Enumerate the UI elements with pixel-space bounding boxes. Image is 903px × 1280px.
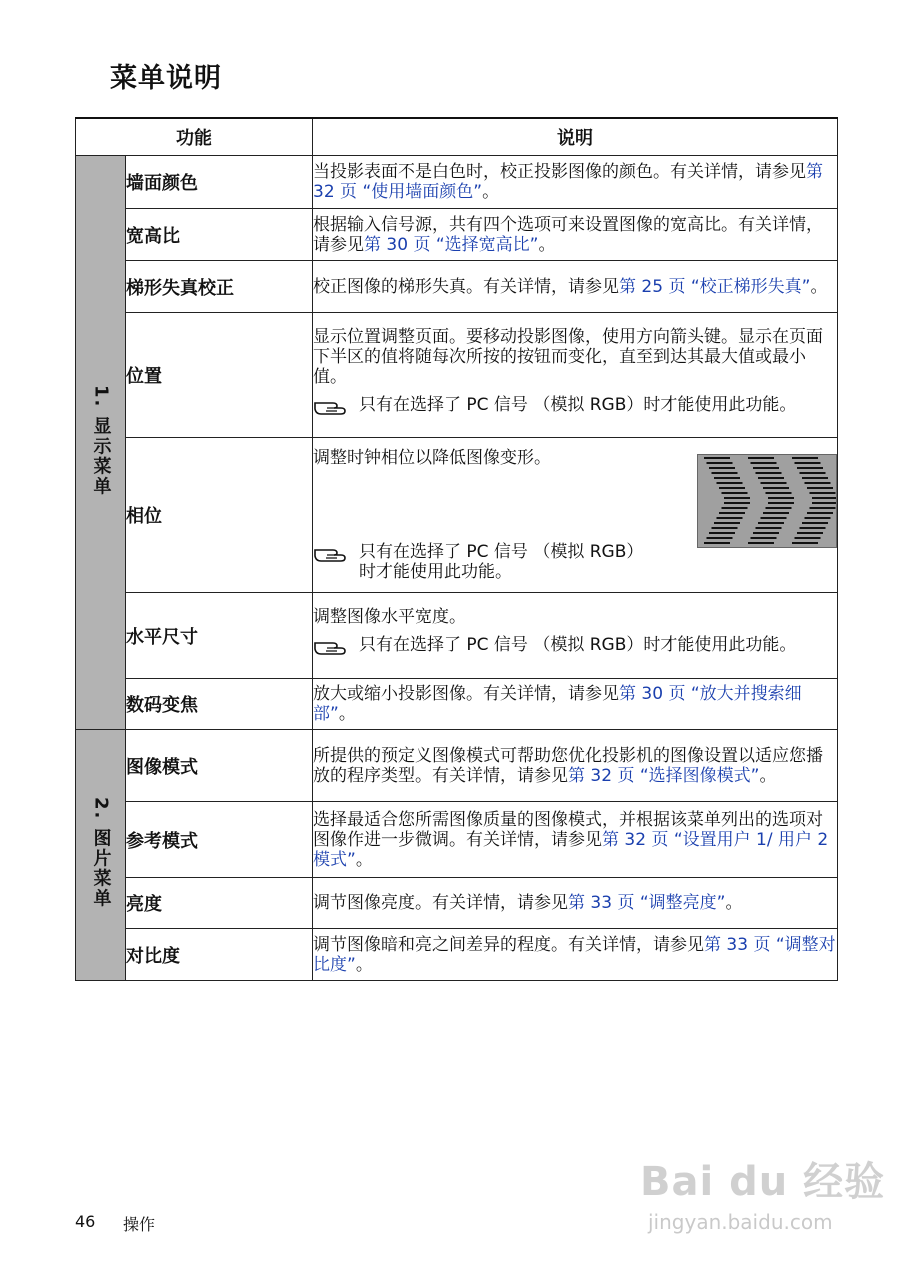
table-row xyxy=(76,802,838,878)
func-name: 亮度 xyxy=(126,878,313,929)
func-description: 调节图像亮度。有关详情，请参见第 33 页 “调整亮度”。 xyxy=(313,878,838,929)
table-row xyxy=(76,929,838,981)
menu-table xyxy=(75,117,838,981)
pointing-hand-icon xyxy=(313,635,359,664)
func-description: 所提供的预定义图像模式可帮助您优化投影机的图像设置以适应您播放的程序类型。有关详情，请参见第 32 页 “选择图像模式”。 xyxy=(313,730,838,802)
group-label: 1. 显示菜单 xyxy=(90,384,112,497)
func-description: 调节图像暗和亮之间差异的程度。有关详情，请参见第 33 页 “调整对比度”。 xyxy=(313,929,838,981)
watermark-logo: Bai du 经验 xyxy=(640,1159,886,1205)
func-name: 梯形失真校正 xyxy=(126,261,313,313)
table-row xyxy=(76,156,838,209)
table-row xyxy=(76,209,838,261)
func-name: 位置 xyxy=(126,313,313,438)
watermark-url: jingyan.baidu.com xyxy=(648,1210,833,1234)
func-description: 选择最适合您所需图像质量的图像模式，并根据该菜单列出的选项对图像作进一步微调。有关详情，请参见第 32 页 “设置用户 1/ 用户 2 模式”。 xyxy=(313,802,838,878)
phase-pattern-image xyxy=(697,454,837,548)
page-link[interactable]: 第 33 页 “调整对比度” xyxy=(313,934,836,975)
header-description: 说明 xyxy=(313,118,838,156)
page-number: 46 xyxy=(75,1212,96,1231)
func-description: 校正图像的梯形失真。有关详情，请参见第 25 页 “校正梯形失真”。 xyxy=(313,261,838,313)
func-description: 根据输入信号源，共有四个选项可来设置图像的宽高比。有关详情，请参见第 30 页 “选择宽高比”。 xyxy=(313,209,838,261)
table-row xyxy=(76,593,838,679)
table-row xyxy=(76,878,838,929)
func-description: 当投影表面不是白色时，校正投影图像的颜色。有关详情，请参见第 32 页 “使用墙面颜色”。 xyxy=(313,156,838,209)
func-description: 放大或缩小投影图像。有关详情，请参见第 30 页 “放大并搜索细部”。 xyxy=(313,679,838,730)
page-link[interactable]: 第 32 页 “设置用户 1/ 用户 2 模式” xyxy=(313,829,829,870)
table-row xyxy=(76,438,838,593)
func-name: 宽高比 xyxy=(126,209,313,261)
table-header-row xyxy=(76,118,838,156)
func-name: 对比度 xyxy=(126,929,313,981)
pointing-hand-icon xyxy=(313,542,359,571)
page-link[interactable]: 第 30 页 “选择宽高比” xyxy=(364,234,539,255)
table-row xyxy=(76,261,838,313)
page-link[interactable]: 第 33 页 “调整亮度” xyxy=(568,893,726,913)
note: 只有在选择了 PC 信号 （模拟 RGB）时才能使用此功能。 xyxy=(313,542,643,582)
group-picture-menu xyxy=(76,730,126,981)
pointing-hand-icon xyxy=(313,395,359,424)
footer-section: 操作 xyxy=(123,1215,156,1234)
table-row xyxy=(76,730,838,802)
func-name: 图像模式 xyxy=(126,730,313,802)
page-link[interactable]: 第 32 页 “选择图像模式” xyxy=(568,765,760,786)
func-name: 参考模式 xyxy=(126,802,313,878)
page-title: 菜单说明 xyxy=(110,63,222,94)
page-link[interactable]: 第 30 页 “放大并搜索细部” xyxy=(313,684,802,724)
func-description: 显示位置调整页面。要移动投影图像，使用方向箭头键。显示在页面下半区的值将随每次所按的按钮而变化，直至到达其最大值或最小值。 只有在选择了 PC 信号 （模拟 RGB）时才能使用此功能。 xyxy=(313,313,838,438)
page-link[interactable]: 第 32 页 “使用墙面颜色” xyxy=(313,162,823,202)
func-name: 水平尺寸 xyxy=(126,593,313,679)
table-row xyxy=(76,679,838,730)
func-description: 调整时钟相位以降低图像变形。 只有在选择了 PC 信号 （模拟 RGB）时才能使用此功能。 xyxy=(313,438,838,593)
func-description: 调整图像水平宽度。 只有在选择了 PC 信号 （模拟 RGB）时才能使用此功能。 xyxy=(313,593,838,679)
table-row xyxy=(76,313,838,438)
page-link[interactable]: 第 25 页 “校正梯形失真” xyxy=(619,276,811,297)
func-name: 墙面颜色 xyxy=(126,156,313,209)
note: 只有在选择了 PC 信号 （模拟 RGB）时才能使用此功能。 xyxy=(313,635,837,664)
func-name: 数码变焦 xyxy=(126,679,313,730)
group-display-menu xyxy=(76,156,126,730)
header-function: 功能 xyxy=(76,118,313,156)
func-name: 相位 xyxy=(126,438,313,593)
group-label: 2. 图片菜单 xyxy=(90,797,112,909)
note: 只有在选择了 PC 信号 （模拟 RGB）时才能使用此功能。 xyxy=(313,395,837,424)
